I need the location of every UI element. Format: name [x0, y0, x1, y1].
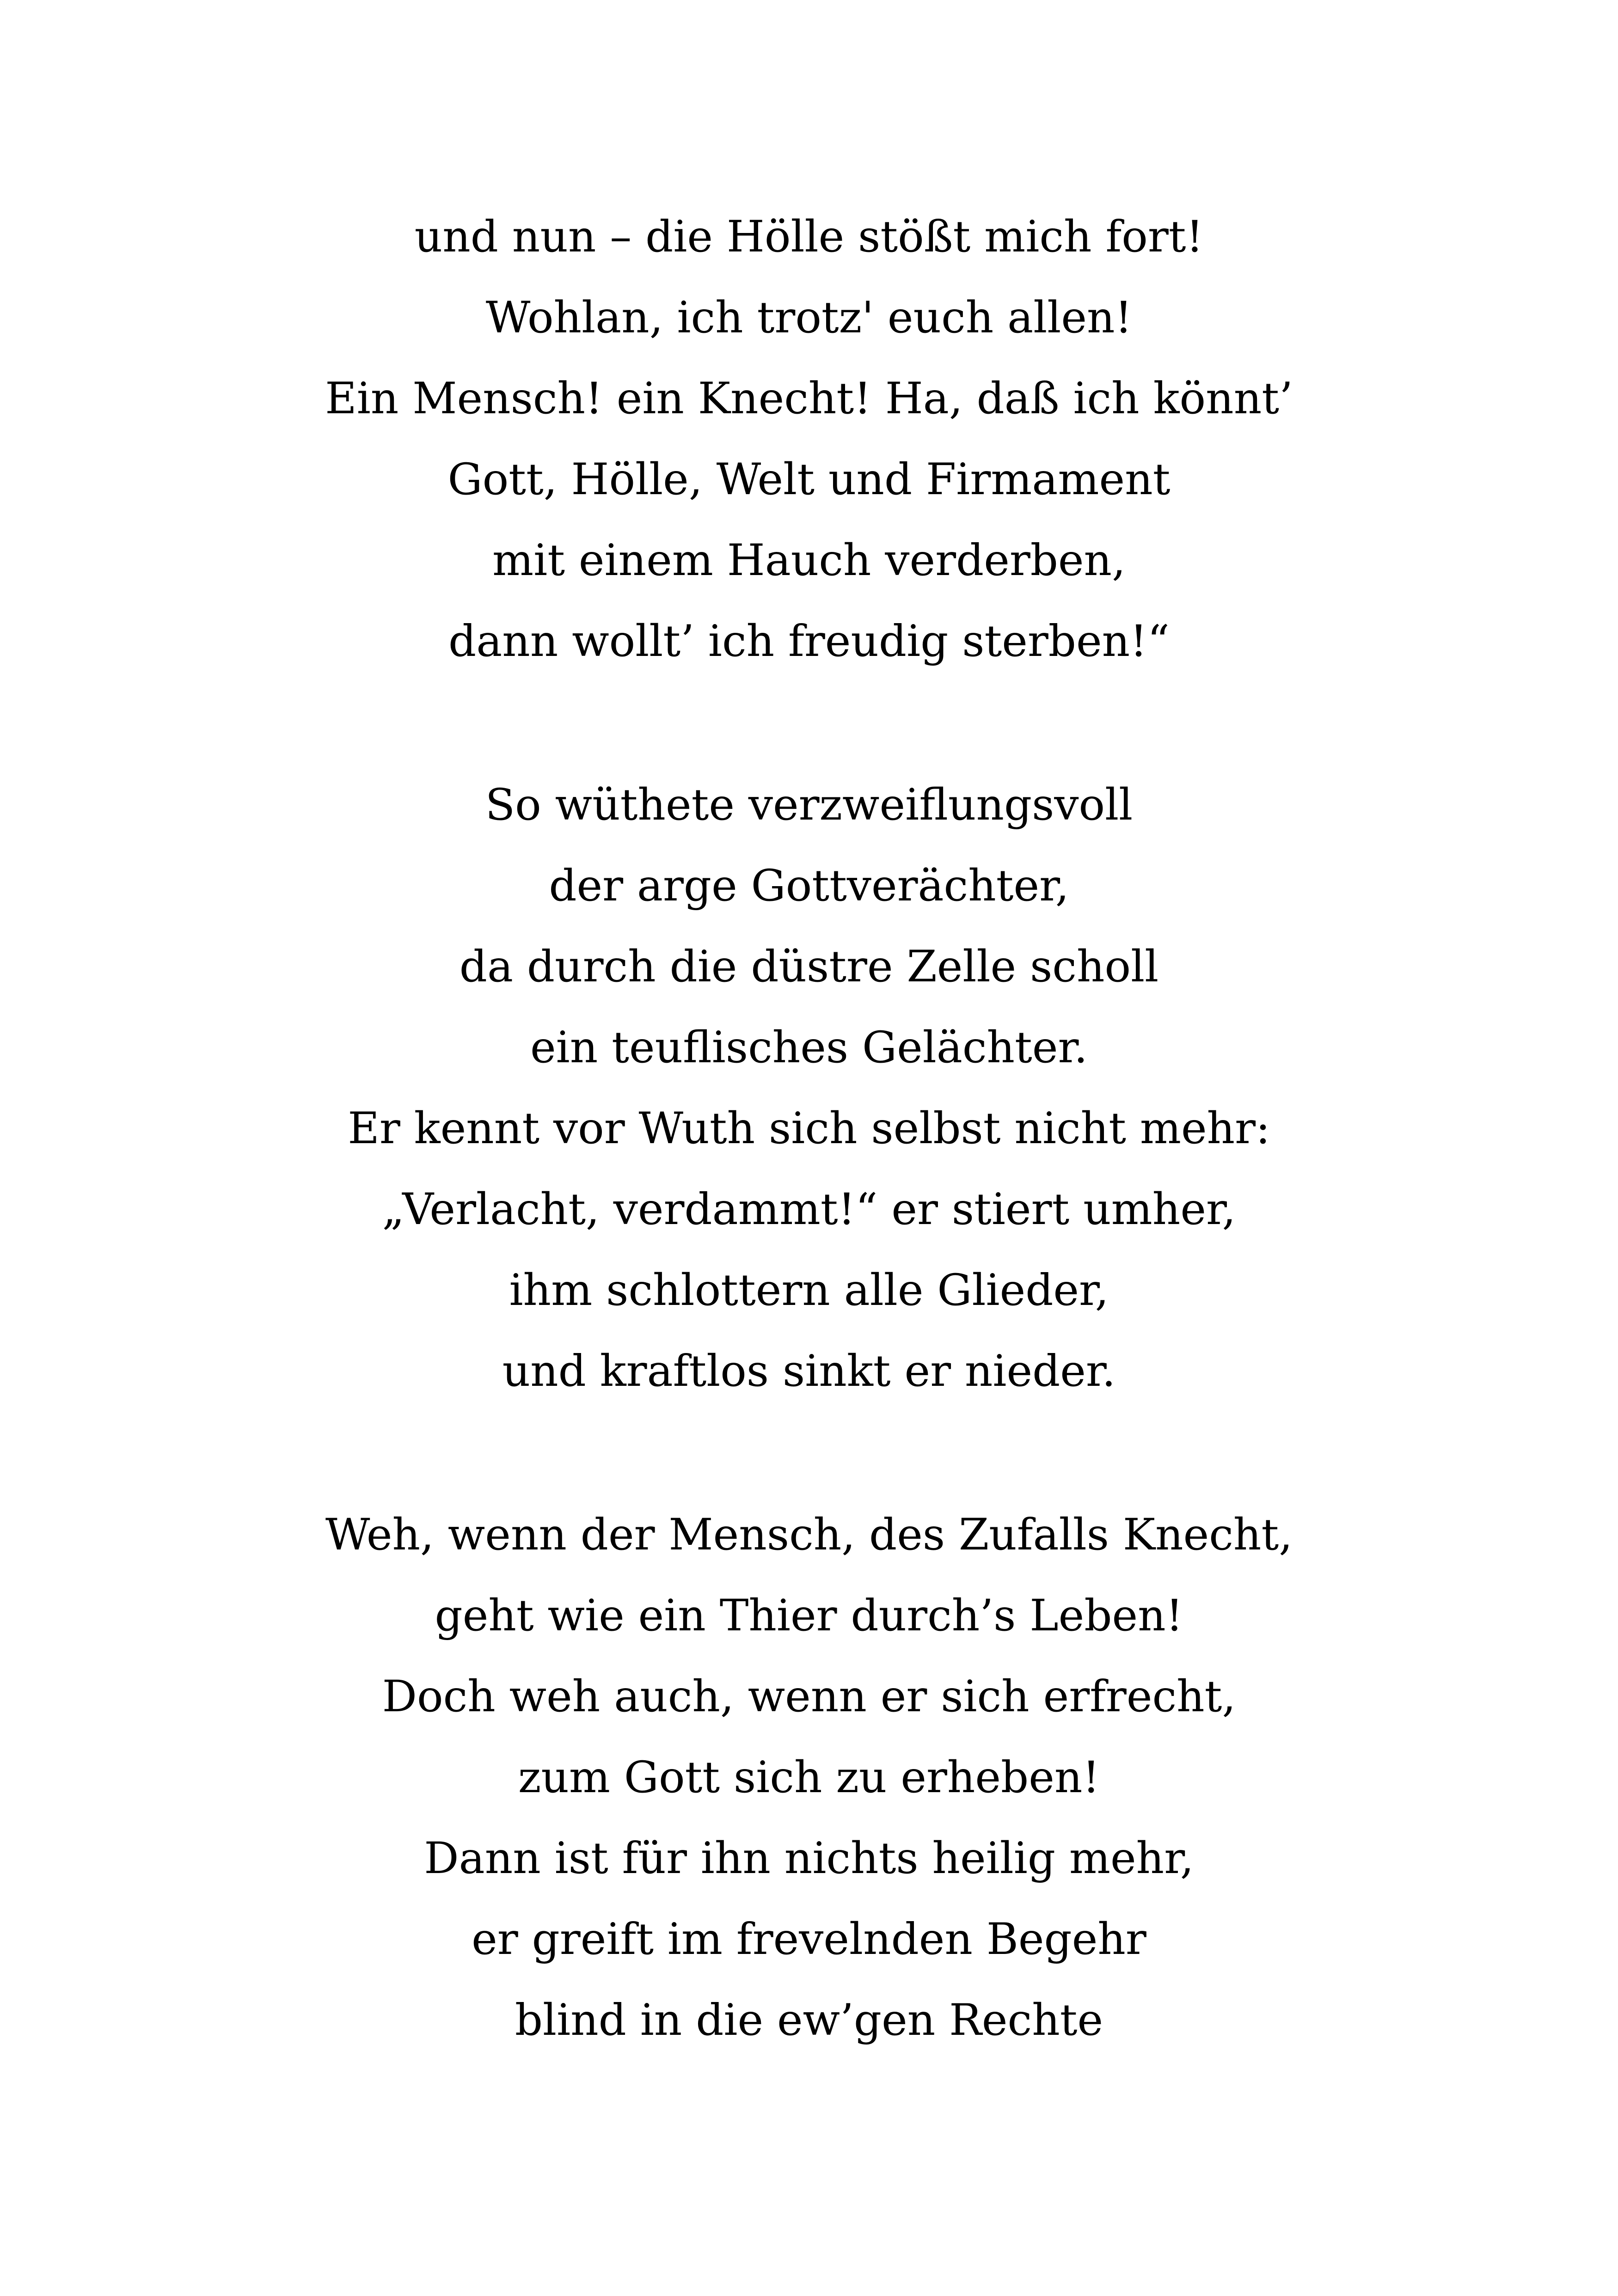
verse-line: und nun – die Hölle stößt mich fort!: [414, 212, 1204, 262]
stanza-2: [0, 765, 1618, 1412]
verse-line: Dann ist für ihn nichts heilig mehr,: [424, 1833, 1194, 1884]
verse-line: dann wollt’ ich freudig sterben!“: [448, 616, 1170, 667]
verse-line: mit einem Hauch verderben,: [492, 535, 1126, 586]
verse-line: Ein Mensch! ein Knecht! Ha, daß ich könnt’: [325, 373, 1293, 424]
verse-line: ihm schlottern alle Glieder,: [509, 1265, 1109, 1316]
verse-line: zum Gott sich zu erheben!: [518, 1752, 1100, 1803]
verse-line: er greift im frevelnden Begehr: [472, 1914, 1146, 1965]
verse-line: Gott, Hölle, Welt und Firmament: [447, 454, 1171, 505]
verse-line: „Verlacht, verdammt!“ er stiert umher,: [382, 1184, 1236, 1235]
stanza-1: [0, 196, 1618, 682]
verse-line: und kraftlos sinkt er nieder.: [502, 1346, 1116, 1396]
verse-line: geht wie ein Thier durch’s Leben!: [435, 1591, 1183, 1641]
verse-line: blind in die ew’gen Rechte: [515, 1995, 1103, 2045]
verse-line: Wohlan, ich trotz' euch allen!: [485, 293, 1133, 343]
verse-line: Doch weh auch, wenn er sich erfrecht,: [382, 1671, 1236, 1722]
stanza-3: [0, 1494, 1618, 2061]
verse-line: Er kennt vor Wuth sich selbst nicht mehr:: [348, 1103, 1270, 1154]
verse-line: Weh, wenn der Mensch, des Zufalls Knecht,: [325, 1510, 1293, 1560]
verse-line: ein teuflisches Gelächter.: [530, 1022, 1088, 1073]
verse-line: So wüthete verzweiflungsvoll: [485, 780, 1133, 830]
verse-line: da durch die düstre Zelle scholl: [459, 942, 1159, 992]
verse-line: der arge Gottverächter,: [549, 861, 1069, 911]
